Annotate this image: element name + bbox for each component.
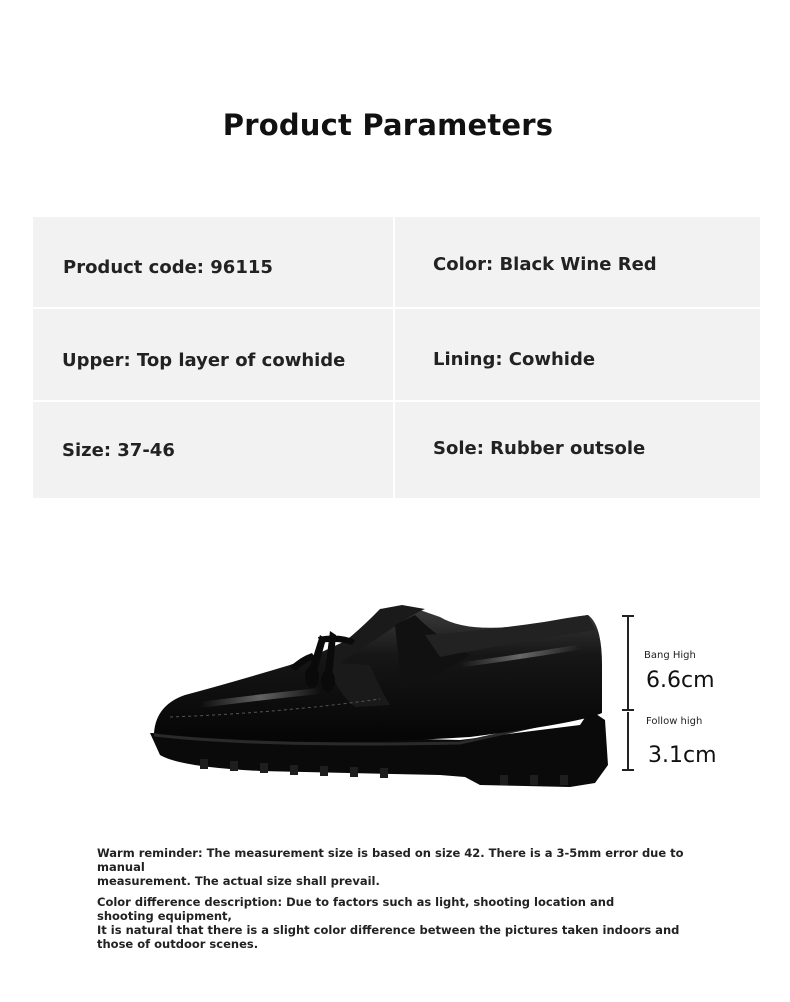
param-upper: Upper: Top layer of cowhide [62, 350, 346, 371]
param-cell-upper [33, 309, 395, 402]
page-title: Product Parameters [222, 108, 554, 142]
measurement-panel [612, 612, 742, 777]
follow-high-value: 3.1cm [648, 743, 717, 768]
bang-high-label: Bang High [644, 650, 696, 661]
param-size: Size: 37-46 [62, 440, 175, 461]
measure-bracket-icon [612, 612, 642, 777]
color-diff-line2: shooting equipment, [97, 909, 232, 923]
color-diff-line3: It is natural that there is a slight color difference between the pictures taken indoors and [97, 923, 680, 937]
notes-section [97, 846, 697, 951]
warm-reminder-line1: Warm reminder: The measurement size is based on size 42. There is a 3-5mm error due to manual [97, 846, 684, 874]
color-diff-line1: Color difference description: Due to factors such as light, shooting location and [97, 895, 615, 909]
shoe-image [140, 595, 620, 795]
bang-high-value: 6.6cm [646, 668, 715, 693]
param-sole: Sole: Rubber outsole [433, 438, 646, 459]
param-color: Color: Black Wine Red [433, 254, 657, 275]
color-diff-line4: those of outdoor scenes. [97, 937, 259, 951]
param-lining: Lining: Cowhide [433, 349, 596, 370]
param-cell-size [33, 402, 395, 498]
warm-reminder-line2: measurement. The actual size shall prevail. [97, 874, 380, 888]
parameters-table [33, 217, 760, 498]
param-cell-sole [395, 402, 760, 498]
param-cell-color [395, 217, 760, 309]
param-cell-product-code [33, 217, 395, 309]
param-product-code: Product code: 96115 [63, 257, 273, 278]
follow-high-label: Follow high [646, 716, 703, 727]
param-cell-lining [395, 309, 760, 402]
